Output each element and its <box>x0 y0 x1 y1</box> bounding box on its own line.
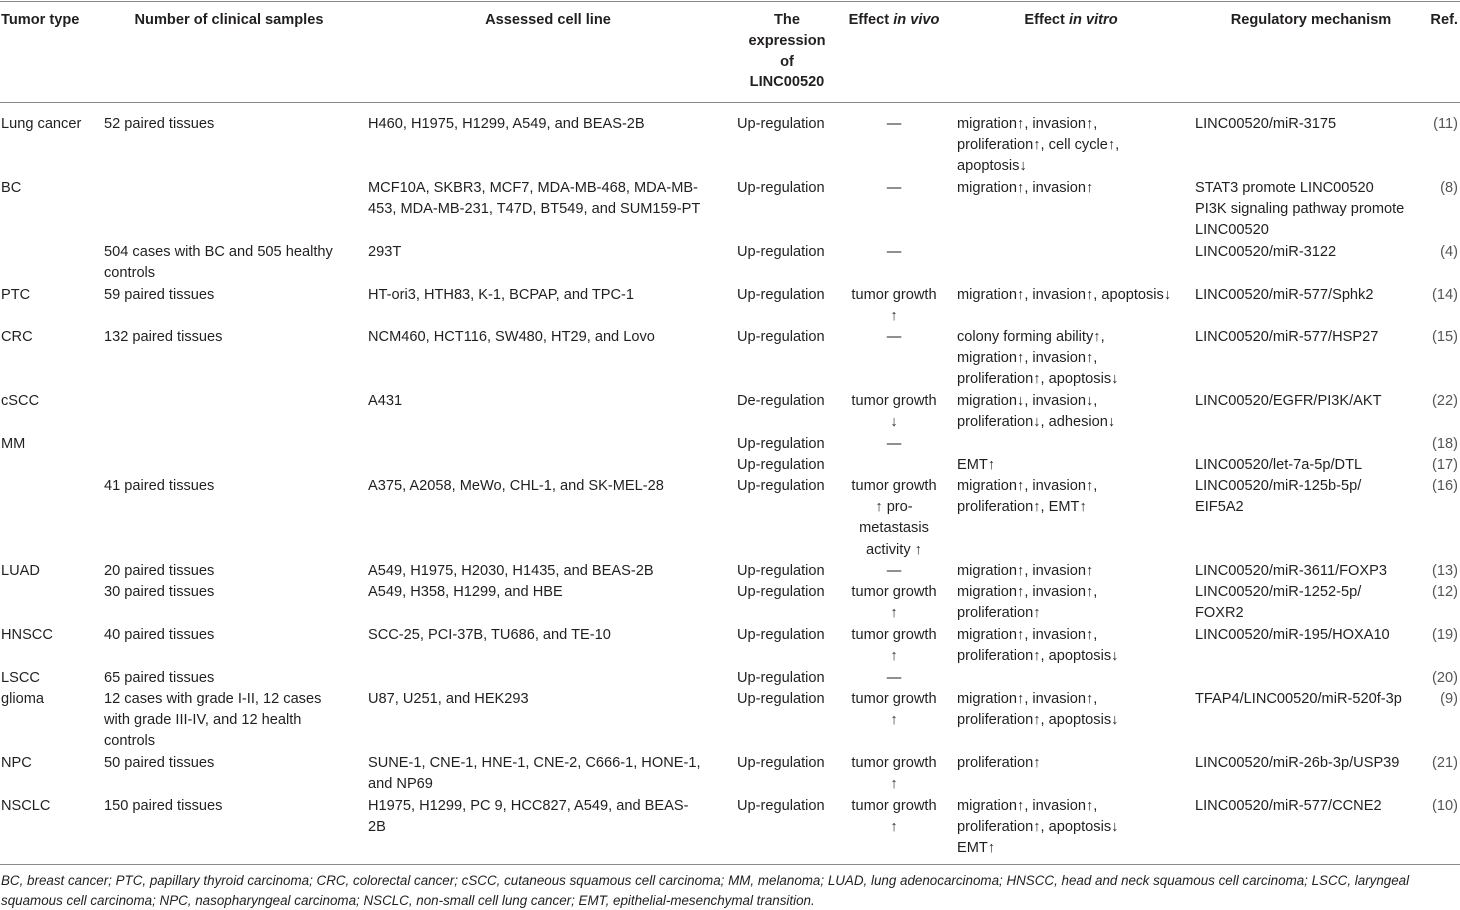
header-expression: The expression of LINC00520 <box>748 12 826 91</box>
cell-ref: (20) <box>1432 670 1458 686</box>
cell-expression: Up-regulation <box>737 563 825 579</box>
cell-ref: (16) <box>1432 478 1458 494</box>
cell-tumor-type: HNSCC <box>1 627 53 643</box>
cell-effect-in-vitro: migration↓, invasion↓, proliferation↓, adhesion↓ <box>957 393 1116 431</box>
cell-clinical-samples: 50 paired tissues <box>104 755 215 771</box>
cell-effect-in-vitro: proliferation↑ <box>957 755 1041 771</box>
cell-expression: Up-regulation <box>737 436 825 452</box>
cell-cell-line: SUNE-1, CNE-1, HNE-1, CNE-2, C666-1, HONE-1, and NP69 <box>368 755 701 793</box>
cell-effect-in-vitro: migration↑, invasion↑, apoptosis↓ <box>957 287 1172 303</box>
cell-regulatory-mechanism: LINC00520/miR-3175 <box>1195 116 1337 132</box>
cell-regulatory-mechanism: LINC00520/miR-3611/FOXP3 <box>1195 563 1387 579</box>
cell-ref: (21) <box>1432 755 1458 771</box>
cell-effect-in-vitro: EMT↑ <box>957 457 996 473</box>
cell-clinical-samples: 40 paired tissues <box>104 627 215 643</box>
cell-tumor-type: LSCC <box>1 670 40 686</box>
cell-expression: Up-regulation <box>737 755 825 771</box>
cell-regulatory-mechanism: LINC00520/miR-577/HSP27 <box>1195 329 1379 345</box>
cell-regulatory-mechanism: LINC00520/let-7a-5p/DTL <box>1195 457 1363 473</box>
cell-clinical-samples: 65 paired tissues <box>104 670 215 686</box>
cell-effect-in-vivo: — <box>886 563 902 579</box>
cell-effect-in-vivo: — <box>886 244 902 260</box>
bottom-rule <box>0 864 1460 865</box>
cell-expression: Up-regulation <box>737 116 825 132</box>
cell-effect-in-vitro: migration↑, invasion↑, proliferation↑, apoptosis↓ EMT↑ <box>957 798 1119 857</box>
cell-effect-in-vivo: tumor growth ↑ <box>851 627 937 665</box>
cell-clinical-samples: 504 cases with BC and 505 healthy controls <box>104 244 333 282</box>
cell-expression: Up-regulation <box>737 584 825 600</box>
cell-ref: (8) <box>1440 180 1458 196</box>
cell-expression: Up-regulation <box>737 627 825 643</box>
header-rule <box>0 102 1460 103</box>
cell-effect-in-vivo: — <box>886 670 902 686</box>
cell-regulatory-mechanism: LINC00520/miR-1252-5p/ FOXR2 <box>1195 584 1362 622</box>
cell-cell-line: A549, H358, H1299, and HBE <box>368 584 563 600</box>
cell-ref: (18) <box>1432 436 1458 452</box>
cell-cell-line: SCC-25, PCI-37B, TU686, and TE-10 <box>368 627 611 643</box>
cell-effect-in-vivo: tumor growth ↓ <box>851 393 937 431</box>
cell-clinical-samples: 41 paired tissues <box>104 478 215 494</box>
cell-regulatory-mechanism: LINC00520/miR-195/HOXA10 <box>1195 627 1390 643</box>
cell-expression: Up-regulation <box>737 691 825 707</box>
cell-tumor-type: BC <box>1 180 22 196</box>
cell-cell-line: HT-ori3, HTH83, K-1, BCPAP, and TPC-1 <box>368 287 635 303</box>
cell-effect-in-vitro: migration↑, invasion↑, proliferation↑, EMT↑ <box>957 478 1098 516</box>
cell-ref: (10) <box>1432 798 1458 814</box>
cell-regulatory-mechanism: LINC00520/miR-125b-5p/ EIF5A2 <box>1195 478 1362 516</box>
cell-expression: De-regulation <box>737 393 825 409</box>
cell-effect-in-vitro: migration↑, invasion↑, proliferation↑ <box>957 584 1098 622</box>
cell-effect-in-vivo: tumor growth ↑ <box>851 755 937 793</box>
cell-clinical-samples: 132 paired tissues <box>104 329 223 345</box>
header-clinical-samples: Number of clinical samples <box>134 12 324 28</box>
cell-regulatory-mechanism: LINC00520/miR-3122 <box>1195 244 1337 260</box>
cell-regulatory-mechanism: LINC00520/miR-577/CCNE2 <box>1195 798 1382 814</box>
header-tumor-type: Tumor type <box>1 12 80 28</box>
cell-expression: Up-regulation <box>737 287 825 303</box>
cell-cell-line: H1975, H1299, PC 9, HCC827, A549, and BEAS- 2B <box>368 798 689 836</box>
top-rule <box>0 1 1460 2</box>
cell-regulatory-mechanism: STAT3 promote LINC00520 PI3K signaling pathway promote LINC00520 <box>1195 180 1405 239</box>
cell-ref: (4) <box>1440 244 1458 260</box>
cell-effect-in-vitro: colony forming ability↑, migration↑, invasion↑, proliferation↑, apoptosis↓ <box>957 329 1119 388</box>
cell-cell-line: 293T <box>368 244 402 260</box>
cell-cell-line: MCF10A, SKBR3, MCF7, MDA-MB-468, MDA-MB- 453, MDA-MB-231, T47D, BT549, and SUM159-PT <box>368 180 701 218</box>
cell-effect-in-vivo: — <box>886 180 902 196</box>
header-ref: Ref. <box>1430 12 1458 28</box>
cell-tumor-type: MM <box>1 436 26 452</box>
cell-clinical-samples: 150 paired tissues <box>104 798 223 814</box>
cell-ref: (15) <box>1432 329 1458 345</box>
cell-effect-in-vitro: migration↑, invasion↑, proliferation↑, cell cycle↑, apoptosis↓ <box>957 116 1120 175</box>
cell-regulatory-mechanism: LINC00520/miR-577/Sphk2 <box>1195 287 1374 303</box>
cell-cell-line: U87, U251, and HEK293 <box>368 691 529 707</box>
cell-clinical-samples: 52 paired tissues <box>104 116 215 132</box>
cell-tumor-type: Lung cancer <box>1 116 82 132</box>
cell-clinical-samples: 30 paired tissues <box>104 584 215 600</box>
header-cell-line: Assessed cell line <box>485 12 611 28</box>
cell-regulatory-mechanism: LINC00520/EGFR/PI3K/AKT <box>1195 393 1382 409</box>
cell-expression: Up-regulation <box>737 180 825 196</box>
cell-effect-in-vivo: — <box>886 329 902 345</box>
cell-tumor-type: glioma <box>1 691 44 707</box>
cell-ref: (12) <box>1432 584 1458 600</box>
cell-tumor-type: NPC <box>1 755 32 771</box>
header-effect-in-vitro: Effect in vitro <box>1024 12 1118 28</box>
cell-effect-in-vivo: — <box>886 116 902 132</box>
cell-expression: Up-regulation <box>737 457 825 473</box>
cell-tumor-type: cSCC <box>1 393 40 409</box>
cell-ref: (14) <box>1432 287 1458 303</box>
cell-ref: (13) <box>1432 563 1458 579</box>
cell-effect-in-vivo: tumor growth ↑ <box>851 798 937 836</box>
cell-cell-line: H460, H1975, H1299, A549, and BEAS-2B <box>368 116 645 132</box>
cell-ref: (19) <box>1432 627 1458 643</box>
cell-clinical-samples: 20 paired tissues <box>104 563 215 579</box>
cell-ref: (9) <box>1440 691 1458 707</box>
cell-expression: Up-regulation <box>737 798 825 814</box>
cell-ref: (17) <box>1432 457 1458 473</box>
cell-regulatory-mechanism: TFAP4/LINC00520/miR-520f-3p <box>1195 691 1402 707</box>
cell-effect-in-vitro: migration↑, invasion↑ <box>957 563 1094 579</box>
cell-cell-line: A375, A2058, MeWo, CHL-1, and SK-MEL-28 <box>368 478 664 494</box>
cell-ref: (11) <box>1433 116 1458 132</box>
cell-tumor-type: CRC <box>1 329 33 345</box>
cell-tumor-type: NSCLC <box>1 798 51 814</box>
cell-expression: Up-regulation <box>737 244 825 260</box>
cell-cell-line: A549, H1975, H2030, H1435, and BEAS-2B <box>368 563 654 579</box>
cell-expression: Up-regulation <box>737 670 825 686</box>
cell-effect-in-vivo: tumor growth ↑ <box>851 691 937 729</box>
header-effect-in-vivo: Effect in vivo <box>848 12 940 28</box>
cell-effect-in-vitro: migration↑, invasion↑ <box>957 180 1094 196</box>
cell-effect-in-vivo: tumor growth ↑ <box>851 287 937 325</box>
cell-effect-in-vitro: migration↑, invasion↑, proliferation↑, apoptosis↓ <box>957 691 1119 729</box>
cell-tumor-type: PTC <box>1 287 31 303</box>
header-regulatory-mechanism: Regulatory mechanism <box>1230 12 1392 28</box>
table-footnote: BC, breast cancer; PTC, papillary thyroid carcinoma; CRC, colorectal cancer; cSCC, cutaneous squamous cell carcinoma; MM, melanoma; LUAD, lung adenocarcinoma; HNSCC, head and neck squamous cell carcinoma; LSCC, laryngeal squamous cell carcinoma; NPC, nasopharyngeal carcinoma; NSCLC, non-small cell lung cancer; EMT, epithelial-mesenchymal transition. <box>1 873 1410 908</box>
cell-effect-in-vitro: migration↑, invasion↑, proliferation↑, apoptosis↓ <box>957 627 1119 665</box>
cell-clinical-samples: 12 cases with grade I-II, 12 cases with grade III-IV, and 12 health controls <box>104 691 322 750</box>
cell-clinical-samples: 59 paired tissues <box>104 287 215 303</box>
cell-regulatory-mechanism: LINC00520/miR-26b-3p/USP39 <box>1195 755 1400 771</box>
cell-effect-in-vivo: tumor growth ↑ pro- metastasis activity ↑ <box>851 478 937 558</box>
cell-ref: (22) <box>1432 393 1458 409</box>
cell-expression: Up-regulation <box>737 329 825 345</box>
cell-expression: Up-regulation <box>737 478 825 494</box>
cell-cell-line: A431 <box>368 393 403 409</box>
cell-tumor-type: LUAD <box>1 563 40 579</box>
cell-cell-line: NCM460, HCT116, SW480, HT29, and Lovo <box>368 329 655 345</box>
cell-effect-in-vivo: tumor growth ↑ <box>851 584 937 622</box>
cell-effect-in-vivo: — <box>886 436 902 452</box>
